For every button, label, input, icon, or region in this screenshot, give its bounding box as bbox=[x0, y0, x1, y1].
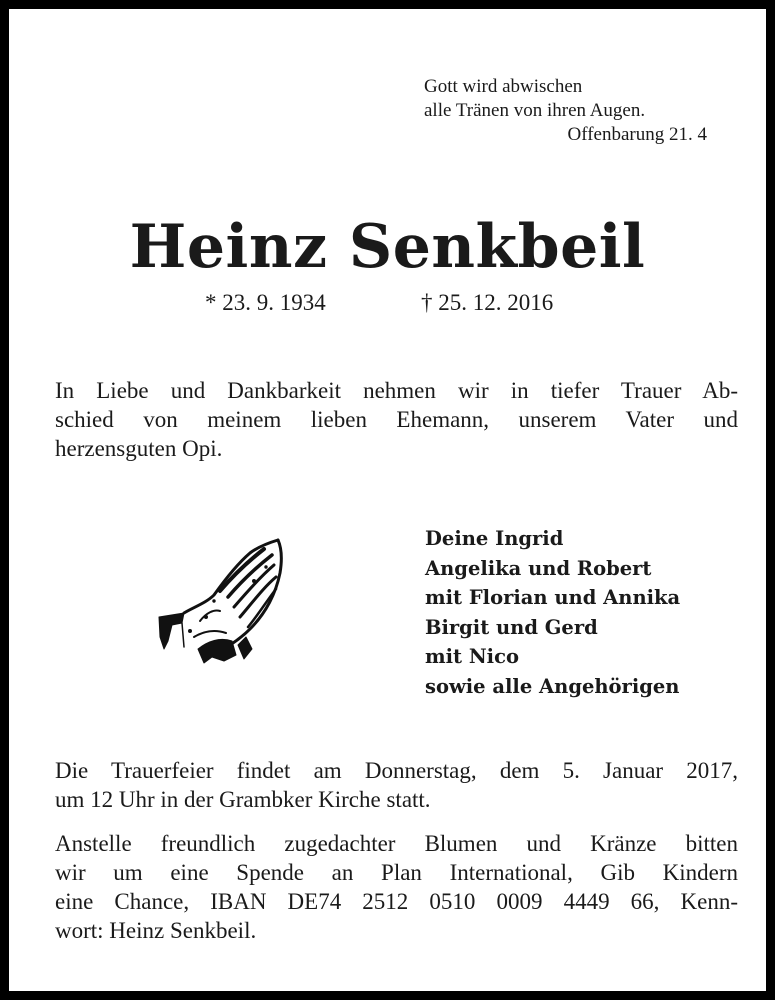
verse-line: Gott wird abwischen bbox=[424, 76, 583, 97]
intro-line: In Liebe und Dankbarkeit nehmen wir in tiefer Trauer Ab- bbox=[55, 378, 738, 403]
mourner-line: Angelika und Robert bbox=[425, 556, 652, 580]
donation-request bbox=[55, 829, 738, 945]
intro-line: schied von meinem lieben Ehemann, unserem Vater und bbox=[55, 407, 738, 432]
donation-line: wir um eine Spende an Plan International, Gib Kindern bbox=[55, 860, 738, 885]
birth-date: * 23. 9. 1934 bbox=[205, 290, 326, 315]
donation-line: Anstelle freundlich zugedachter Blumen und Kränze bitten bbox=[55, 831, 738, 856]
praying-hands-icon bbox=[154, 537, 294, 677]
verse-reference: Offenbarung 21. 4 bbox=[567, 124, 707, 145]
donation-line: eine Chance, IBAN DE74 2512 0510 0009 4449 66, Kenn- bbox=[55, 889, 738, 914]
mourner-line: Birgit und Gerd bbox=[425, 615, 598, 639]
mourner-line: Deine Ingrid bbox=[425, 527, 564, 550]
mourner-line: mit Florian und Annika bbox=[425, 586, 681, 609]
intro-line: herzensguten Opi. bbox=[55, 436, 223, 461]
service-line: um 12 Uhr in der Grambker Kirche statt. bbox=[55, 787, 431, 812]
service-line: Die Trauerfeier findet am Donnerstag, dem 5. Januar 2017, bbox=[55, 758, 738, 783]
bible-verse bbox=[424, 75, 707, 147]
mourners-list bbox=[425, 524, 680, 701]
verse-line: alle Tränen von ihren Augen. bbox=[424, 100, 646, 121]
mourner-line: sowie alle Angehörigen bbox=[425, 674, 680, 698]
funeral-service-info bbox=[55, 756, 738, 814]
mourner-line: mit Nico bbox=[425, 645, 519, 668]
death-date: † 25. 12. 2016 bbox=[421, 290, 554, 315]
intro-paragraph bbox=[55, 376, 738, 463]
donation-line: wort: Heinz Senkbeil. bbox=[55, 918, 257, 943]
deceased-name: Heinz Senkbeil bbox=[129, 212, 646, 282]
